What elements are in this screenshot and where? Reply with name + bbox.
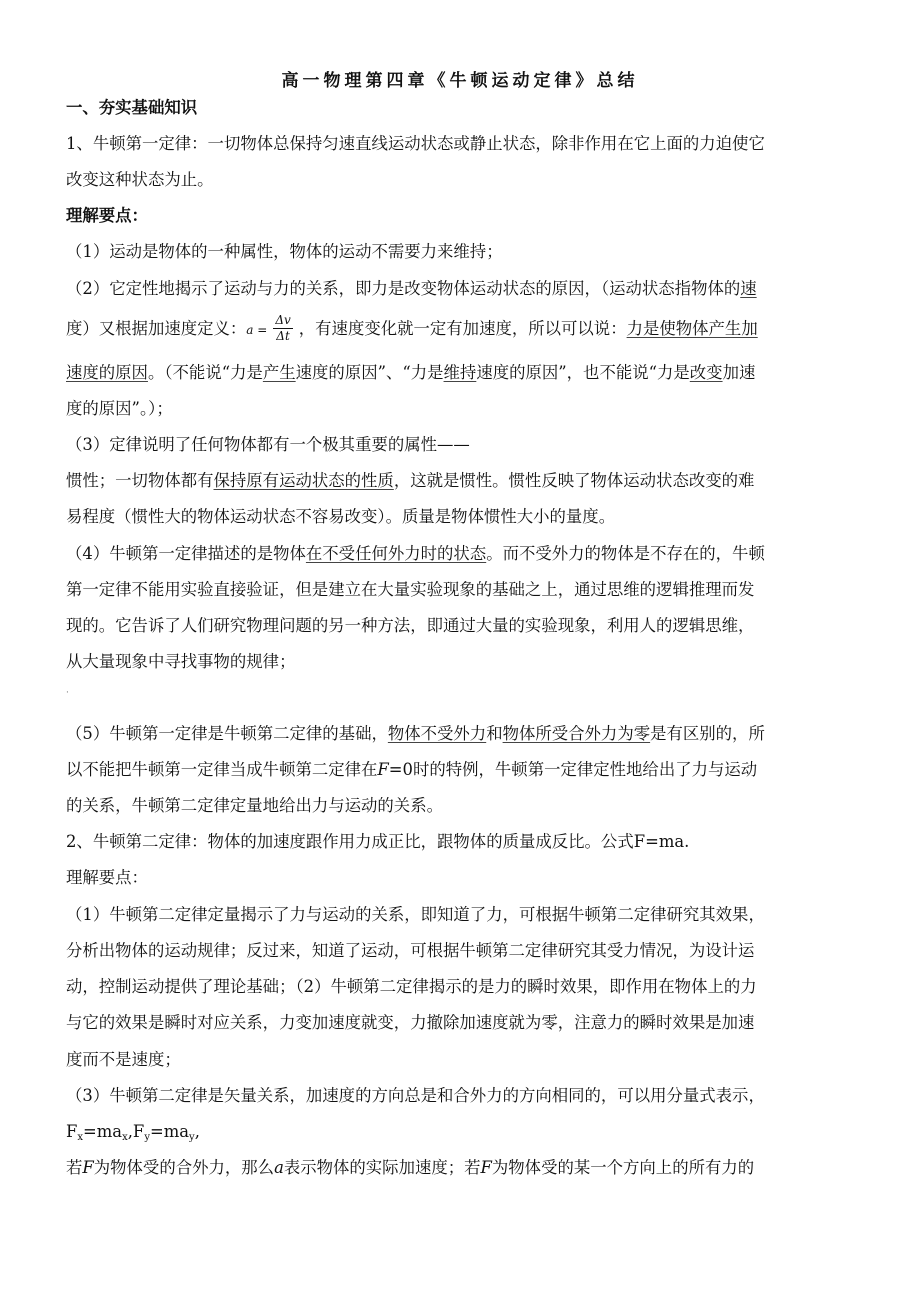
law1-point-5-line-c: 的关系，牛顿第二定律定量地给出力与运动的关系。 xyxy=(66,796,443,815)
component-formula: $F_x=ma_x,F_y=ma_y$, xyxy=(66,1122,200,1143)
law1-point-2-line-a: （2）它定性地揭示了运动与力的关系，即力是改变物体运动状态的原因，（运动状态指物体的速 xyxy=(66,279,757,298)
law2-point-1-line-d: 与它的效果是瞬时对应关系，力变加速度就变，力撤除加速度就为零，注意力的瞬时效果是加速 xyxy=(66,1013,755,1032)
law1-point-4-line-d: 从大量现象中寻找事物的规律； xyxy=(66,652,296,671)
law1-point-4-line-a: （4）牛顿第一定律描述的是物体在不受任何外力时的状态。而不受外力的物体是不存在的，牛顿 xyxy=(66,544,765,563)
law2-line-1: 2、牛顿第二定律：物体的加速度跟作用力成正比，跟物体的质量成反比。公式F=ma. xyxy=(66,832,690,851)
law1-point-5-line-b: 以不能把牛顿第一定律当成牛顿第二定律在F=0时的特例，牛顿第一定律定性地给出了力与运动 xyxy=(66,760,758,779)
stray-dot: · xyxy=(66,688,69,698)
law2-point-1-line-b: 分析出物体的运动规律；反过来，知道了运动，可根据牛顿第二定律研究其受力情况，为设计运 xyxy=(66,941,755,960)
law1-heading: 理解要点： xyxy=(66,206,148,225)
law2-heading: 理解要点： xyxy=(66,868,148,887)
law1-point-2-line-d: 度的原因”。）； xyxy=(66,399,173,418)
law1-line-2: 改变这种状态为止。 xyxy=(66,170,214,189)
law1-point-1: （1）运动是物体的一种属性，物体的运动不需要力来维持； xyxy=(66,242,503,261)
law1-point-2-line-c: 速度的原因。（不能说“力是产生速度的原因”、“力是维持速度的原因”，也不能说“力是改变加速 xyxy=(66,363,756,382)
page-title: 高一物理第四章《牛顿运动定律》总结 xyxy=(281,71,639,91)
law1-line-1: 1、牛顿第一定律：一切物体总保持匀速直线运动状态或静止状态，除非作用在它上面的力迫使它 xyxy=(66,134,765,153)
law2-point-3-line-a: （3）牛顿第二定律是矢量关系，加速度的方向总是和合外力的方向相同的，可以用分量式表示， xyxy=(66,1086,765,1105)
law1-point-4-line-c: 现的。它告诉了人们研究物理问题的另一种方法，即通过大量的实验现象，利用人的逻辑思维， xyxy=(66,616,755,635)
formula-fraction: $\frac{\Delta v}{\Delta t}$ xyxy=(275,313,291,343)
law2-point-1-line-e: 度而不是速度； xyxy=(66,1050,181,1069)
section-heading: 一、夯实基础知识 xyxy=(66,98,198,117)
law1-point-3-line-a: （3）定律说明了任何物体都有一个极其重要的属性—— xyxy=(66,435,470,454)
law2-last-line: 若F为物体受的合外力，那么a表示物体的实际加速度；若F为物体受的某一个方向上的所有力的 xyxy=(66,1158,755,1177)
formula-a: a = xyxy=(246,323,268,337)
law1-point-2-line-b: 度）又根据加速度定义：a = $\frac{\Delta v}{\Delta t}$ ，有速度变化就一定有加速度，所以可以说：力是使物体产生加 xyxy=(66,313,758,343)
law1-point-4-line-b: 第一定律不能用实验直接验证，但是建立在大量实验现象的基础之上，通过思维的逻辑推理而发 xyxy=(66,580,755,599)
law1-point-3-line-c: 易程度（惯性大的物体运动状态不容易改变）。质量是物体惯性大小的量度。 xyxy=(66,507,616,526)
law2-point-1-line-a: （1）牛顿第二定律定量揭示了力与运动的关系，即知道了力，可根据牛顿第二定律研究其效果， xyxy=(66,905,765,924)
law1-point-3-line-b: 惯性；一切物体都有保持原有运动状态的性质，这就是惯性。惯性反映了物体运动状态改变的难 xyxy=(66,471,755,490)
law1-point-5-line-a: （5）牛顿第一定律是牛顿第二定律的基础，物体不受外力和物体所受合外力为零是有区别的，所 xyxy=(66,724,765,743)
law2-point-1-line-c: 动，控制运动提供了理论基础；（2）牛顿第二定律揭示的是力的瞬时效果，即作用在物体上的力 xyxy=(66,977,757,996)
